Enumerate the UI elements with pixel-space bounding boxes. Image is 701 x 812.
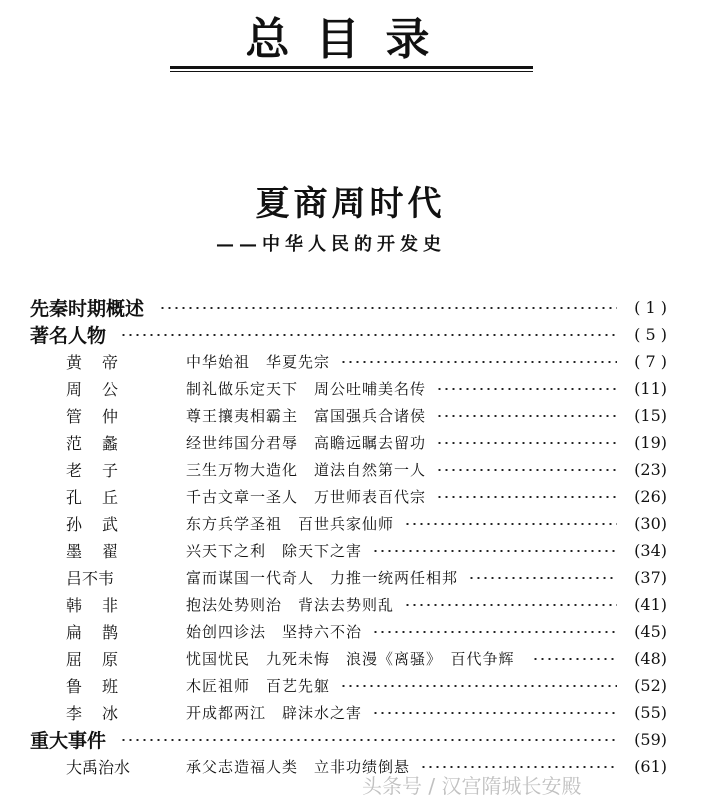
page-number: (61) [634, 756, 667, 776]
toc-entry-row[interactable] [0, 508, 701, 538]
toc-section-row[interactable] [0, 724, 701, 754]
toc-entry-row[interactable] [0, 751, 701, 781]
toc-entry-row[interactable] [0, 454, 701, 484]
page-number: (19) [634, 432, 667, 452]
leader-dots [159, 307, 617, 309]
toc-entry-desc: 东方兵学圣祖 百世兵家仙师 [186, 514, 395, 533]
leader-dots [532, 658, 617, 660]
toc-entry-name: 吕不韦 [66, 568, 115, 588]
toc-section-row[interactable] [0, 319, 701, 349]
toc-entry-row[interactable] [0, 562, 701, 592]
leader-dots [120, 334, 617, 336]
page-number: (34) [634, 540, 667, 560]
toc-entry-desc: 兴天下之利 除天下之害 [186, 541, 363, 560]
toc-entry-desc: 三生万物大造化 道法自然第一人 [186, 460, 427, 479]
toc-entry-desc: 承父志造福人类 立非功绩倒悬 [186, 757, 411, 776]
era-subtitle: ——中华人民的开发史 [216, 234, 446, 255]
page-number: (55) [634, 702, 667, 722]
leader-dots [420, 766, 617, 768]
toc-entry-name: 黄帝 [66, 352, 139, 372]
toc-entry-desc: 制礼做乐定天下 周公吐哺美名传 [186, 379, 427, 398]
watermark: 头条号 / 汉宫隋城长安殿 [362, 774, 582, 798]
era-title: 夏商周时代 [255, 184, 446, 224]
leader-dots [404, 523, 617, 525]
leader-dots [468, 577, 617, 579]
page-number: (15) [634, 405, 667, 425]
page-number: ( 5 ) [634, 324, 667, 344]
toc-entry-row[interactable] [0, 535, 701, 565]
toc-entry-name: 管仲 [66, 406, 139, 426]
toc-entry-desc: 千古文章一圣人 万世师表百代宗 [186, 487, 427, 506]
toc-entry-desc: 开成都两江 辟沫水之害 [186, 703, 363, 722]
toc-entry-name: 屈原 [66, 649, 139, 669]
page-number: (30) [634, 513, 667, 533]
toc-entry-desc: 经世纬国分君辱 高瞻远瞩去留功 [186, 433, 427, 452]
toc-entry-name: 范蠡 [66, 433, 139, 453]
toc-entry-desc: 尊王攘夷相霸主 富国强兵合诸侯 [186, 406, 427, 425]
page-number: (26) [634, 486, 667, 506]
toc-entry-desc: 抱法处势则治 背法去势则乱 [186, 595, 395, 614]
toc-entry-row[interactable] [0, 697, 701, 727]
toc-entry-name: 扁鹊 [66, 622, 139, 642]
leader-dots [340, 685, 617, 687]
page-number: (45) [634, 621, 667, 641]
leader-dots [436, 415, 617, 417]
toc-entry-name: 周公 [66, 379, 139, 399]
page-title: 总目录 [245, 14, 456, 65]
toc-entry-name: 大禹治水 [66, 757, 131, 777]
toc-entry-row[interactable] [0, 427, 701, 457]
page-number: (41) [634, 594, 667, 614]
toc-entry-name: 韩非 [66, 595, 139, 615]
leader-dots [436, 442, 617, 444]
page-number: (11) [634, 378, 667, 398]
toc-entry-row[interactable] [0, 643, 701, 673]
toc-entry-row[interactable] [0, 400, 701, 430]
toc-entry-row[interactable] [0, 481, 701, 511]
page-number: (23) [634, 459, 667, 479]
title-rule-thin [170, 71, 533, 72]
toc-entry-name: 孙武 [66, 514, 139, 534]
toc-entry-desc: 木匠祖师 百艺先躯 [186, 676, 331, 695]
leader-dots [372, 550, 617, 552]
toc-section-row[interactable] [0, 292, 701, 322]
toc-entry-row[interactable] [0, 373, 701, 403]
leader-dots [120, 739, 617, 741]
toc-entry-row[interactable] [0, 346, 701, 376]
leader-dots [372, 712, 617, 714]
leader-dots [372, 631, 617, 633]
page-number: ( 1 ) [634, 297, 667, 317]
page-number: (52) [634, 675, 667, 695]
toc-entry-desc: 富而谋国一代奇人 力推一统两任相邦 [186, 568, 459, 587]
leader-dots [404, 604, 617, 606]
toc-entry-name: 墨翟 [66, 541, 139, 561]
toc-entry-desc: 中华始祖 华夏先宗 [186, 352, 331, 371]
leader-dots [436, 496, 617, 498]
toc-entry-row[interactable] [0, 616, 701, 646]
toc-entry-row[interactable] [0, 670, 701, 700]
toc-section-label: 著名人物 [30, 324, 107, 347]
toc-entry-row[interactable] [0, 589, 701, 619]
leader-dots [436, 469, 617, 471]
page-number: (59) [634, 729, 667, 749]
page-number: (48) [634, 648, 667, 668]
toc-section-label: 先秦时期概述 [30, 297, 145, 320]
toc-entry-name: 鲁班 [66, 676, 139, 696]
leader-dots [436, 388, 617, 390]
toc-entry-name: 孔丘 [66, 487, 139, 507]
page-number: (37) [634, 567, 667, 587]
leader-dots [340, 361, 617, 363]
toc-entry-desc: 始创四诊法 坚持六不治 [186, 622, 363, 641]
toc-entry-name: 老子 [66, 460, 139, 480]
toc-entry-name: 李冰 [66, 703, 139, 723]
title-rule [170, 66, 533, 69]
page-number: ( 7 ) [634, 351, 667, 371]
toc-entry-desc: 忧国忧民 九死未悔 浪漫《离骚》 百代争辉 [186, 649, 515, 668]
toc-section-label: 重大事件 [30, 729, 107, 752]
